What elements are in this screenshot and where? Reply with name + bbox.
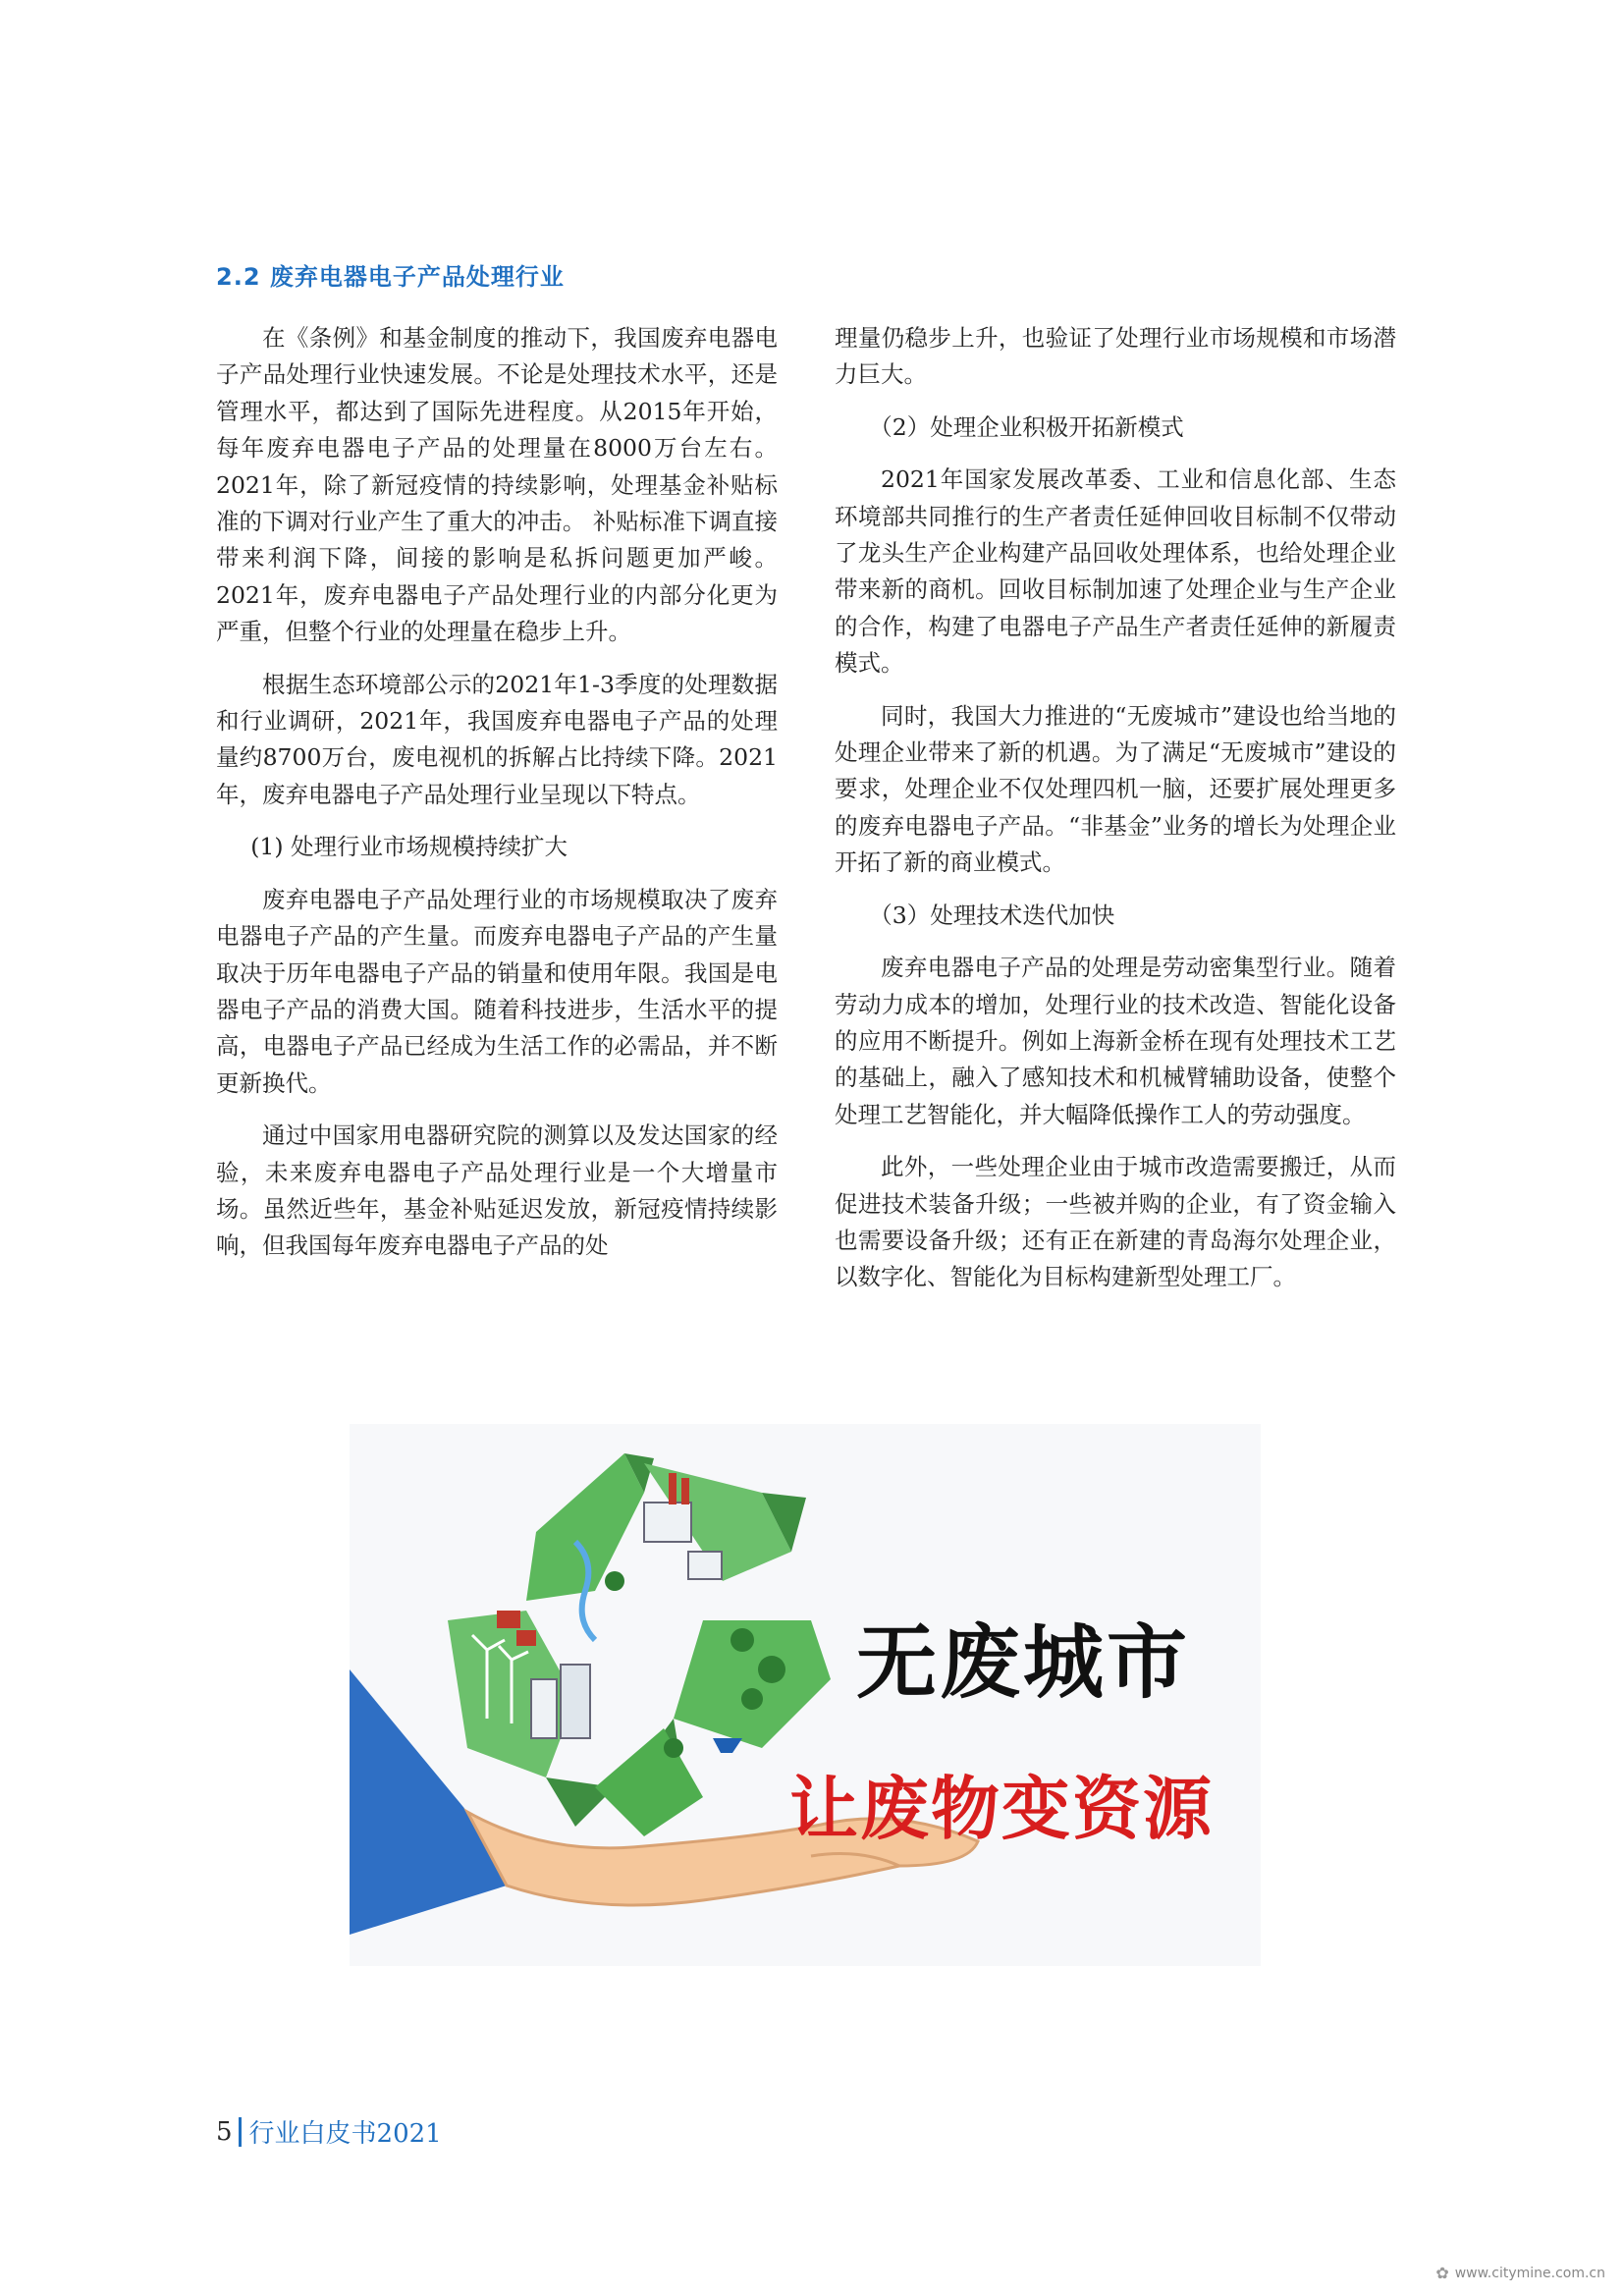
- watermark-text: www.citymine.com.cn: [1454, 2265, 1605, 2281]
- subheading: （3）处理技术迭代加快: [869, 901, 1115, 929]
- paragraph: 废弃电器电子产品处理行业的市场规模取决了废弃电器电子产品的产生量。而废弃电器电子产品的产生量取决于历年电器电子产品的销量和使用年限。我国是电器电子产品的消费大国。随着科技进步，生活水平的提高，电器电子产品已经成为生活工作的必需品，并不断更新换代。: [216, 885, 778, 1097]
- paragraph: 根据生态环境部公示的2021年1-3季度的处理数据和行业调研，2021年，我国废弃电器电子产品的处理量约8700万台，废电视机的拆解占比持续下降。2021年，废弃电器电子产品处理行业呈现以下特点。: [216, 670, 778, 808]
- subheading: （2）处理企业积极开拓新模式: [869, 412, 1184, 441]
- paragraph: 此外，一些处理企业由于城市改造需要搬迁，从而促进技术装备升级；一些被并购的企业，有了资金输入也需要设备升级；还有正在新建的青岛海尔处理企业，以数字化、智能化为目标构建新型处理工厂。: [835, 1153, 1396, 1291]
- doc-title: 行业白皮书2021: [248, 2119, 442, 2149]
- paragraph: 在《条例》和基金制度的推动下，我国废弃电器电子产品处理行业快速发展。不论是处理技术水平，还是管理水平，都达到了国际先进程度。从2015年开始，每年废弃电器电子产品的处理量在8000万台左右。2021年，除了新冠疫情的持续影响，处理基金补贴标准的下调对行业产生了重大的冲击。 补贴标准下调直接带来利润下降，间接的影响是私拆问题更加严峻。2021年，废弃电器电子产品处理行业的内部分化更为严重，但整个行业的处理量在稳步上升。: [216, 324, 778, 646]
- slogan-main: 无废城市: [856, 1616, 1191, 1710]
- section-title: 2.2 废弃电器电子产品处理行业: [216, 263, 565, 291]
- illustration: [350, 1424, 1261, 1966]
- footer: [216, 2113, 442, 2150]
- paragraph: 2021年国家发展改革委、工业和信息化部、生态环境部共同推行的生产者责任延伸回收目标制不仅带动了龙头生产企业构建产品回收处理体系，也给处理企业带来新的商机。回收目标制加速了处理企业与生产企业的合作，构建了电器电子产品生产者责任延伸的新履责模式。: [835, 465, 1396, 678]
- logo-icon: ✿: [1435, 2264, 1449, 2282]
- right-column: [835, 320, 1396, 1296]
- boat-icon: [713, 1738, 742, 1753]
- paragraph: 废弃电器电子产品的处理是劳动密集型行业。随着劳动力成本的增加，处理行业的技术改造、智能化设备的应用不断提升。例如上海新金桥在现有处理技术工艺的基础上，融入了感知技术和机械臂辅助设备，使整个处理工艺智能化，并大幅降低操作工人的劳动强度。: [835, 954, 1396, 1128]
- watermark: [1435, 2264, 1605, 2282]
- paragraph: 同时，我国大力推进的“无废城市”建设也给当地的处理企业带来了新的机遇。为了满足“无废城市”建设的要求，处理企业不仅处理四机一脑，还要扩展处理更多的废弃电器电子产品。“非基金”业务的增长为处理企业开拓了新的商业模式。: [835, 701, 1396, 877]
- recycle-arrows-icon: [448, 1453, 831, 1836]
- slogan-sub: 让废物变资源: [789, 1769, 1214, 1849]
- page-number: 5: [216, 2116, 233, 2147]
- paragraph: 理量仍稳步上升，也验证了处理行业市场规模和市场潜力巨大。: [835, 324, 1396, 389]
- subheading: (1) 处理行业市场规模持续扩大: [250, 833, 568, 861]
- footer-divider: [239, 2117, 242, 2147]
- left-column: [216, 320, 778, 1265]
- paragraph: 通过中国家用电器研究院的测算以及发达国家的经验，未来废弃电器电子产品处理行业是一个大增量市场。虽然近些年，基金补贴延迟发放，新冠疫情持续影响，但我国每年废弃电器电子产品的处: [216, 1121, 778, 1260]
